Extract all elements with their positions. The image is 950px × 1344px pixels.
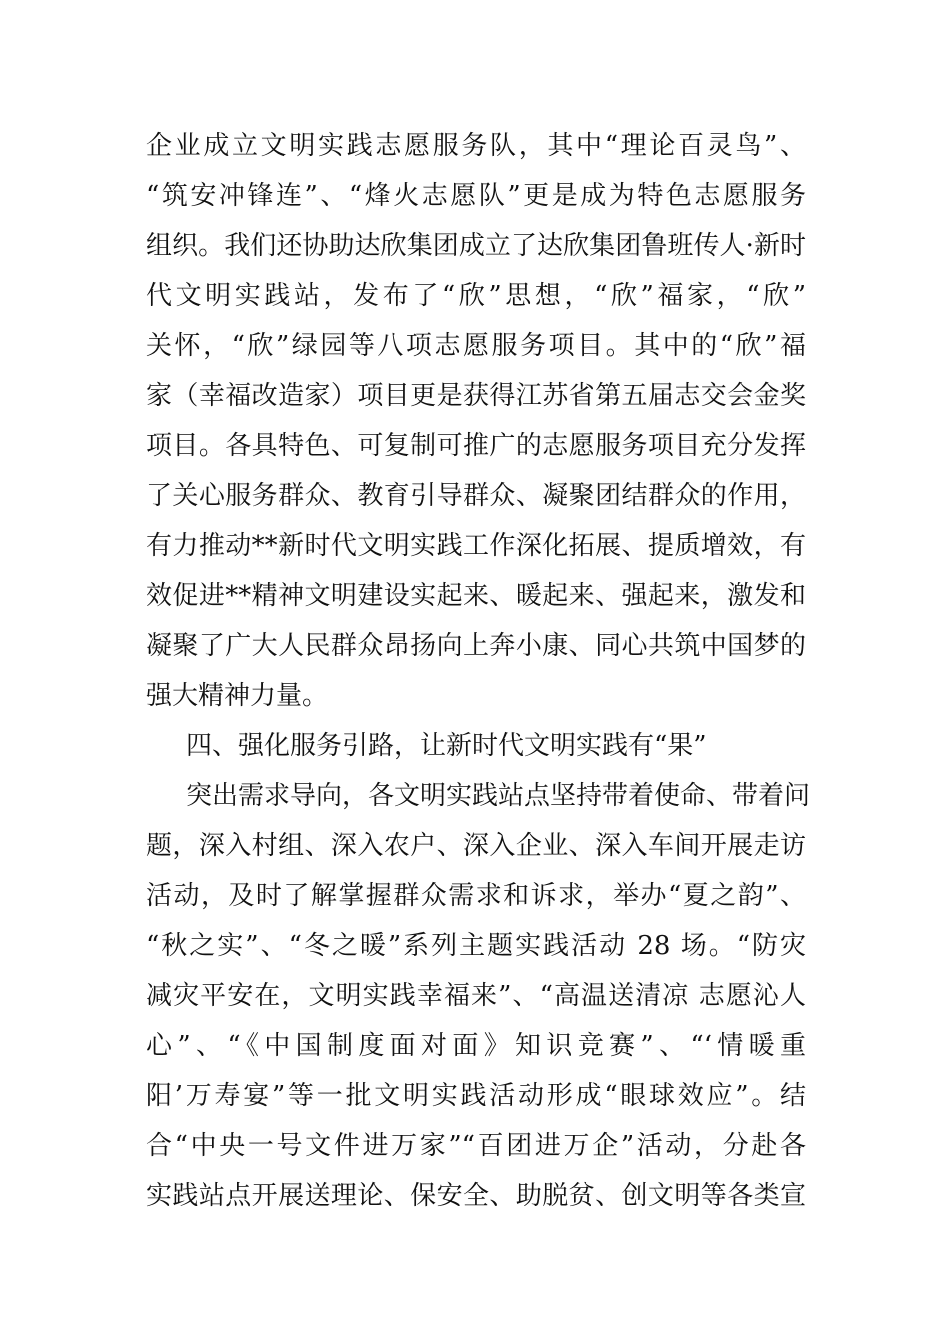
text-line: 代文明实践站，发布了“欣”思想，“欣”福家，“欣” (146, 281, 806, 311)
text-line: 家（幸福改造家）项目更是获得江苏省第五届志交会金奖 (146, 381, 806, 411)
section-heading: 四、强化服务引路，让新时代文明实践有“果” (186, 731, 707, 761)
text-line: “秋之实”、“冬之暖”系列主题实践活动 28 场。“防灾 (146, 931, 806, 961)
text-line: 突出需求导向，各文明实践站点坚持带着使命、带着问 (186, 781, 811, 811)
text-line: 合“中央一号文件进万家”“百团进万企”活动，分赴各 (146, 1131, 806, 1161)
text-line: 组织。我们还协助达欣集团成立了达欣集团鲁班传人·新时 (146, 231, 806, 261)
text-line: 强大精神力量。 (146, 681, 329, 711)
text-line: 减灾平安在，文明实践幸福来”、“高温送清凉 志愿沁人 (146, 981, 806, 1011)
text-line: 了关心服务群众、教育引导群众、凝聚团结群众的作用， (146, 481, 806, 511)
text-line: 效促进**精神文明建设实起来、暖起来、强起来，激发和 (146, 581, 806, 611)
text-line: 企业成立文明实践志愿服务队，其中“理论百灵鸟”、 (146, 131, 806, 161)
text-line: 心”、“《中国制度面对面》知识竞赛”、“‘情暖重 (146, 1031, 806, 1061)
text-line: 关怀，“欣”绿园等八项志愿服务项目。其中的“欣”福 (146, 331, 806, 361)
text-line: 阳’万寿宴”等一批文明实践活动形成“眼球效应”。结 (146, 1081, 806, 1111)
text-line: 项目。各具特色、可复制可推广的志愿服务项目充分发挥 (146, 431, 806, 461)
text-line: 实践站点开展送理论、保安全、助脱贫、创文明等各类宣 (146, 1181, 806, 1211)
text-line: 有力推动**新时代文明实践工作深化拓展、提质增效，有 (146, 531, 806, 561)
text-line: “筑安冲锋连”、“烽火志愿队”更是成为特色志愿服务 (146, 181, 806, 211)
text-line: 活动，及时了解掌握群众需求和诉求，举办“夏之韵”、 (146, 881, 806, 911)
text-line: 题，深入村组、深入农户、深入企业、深入车间开展走访 (146, 831, 806, 861)
text-line: 凝聚了广大人民群众昂扬向上奔小康、同心共筑中国梦的 (146, 631, 806, 661)
